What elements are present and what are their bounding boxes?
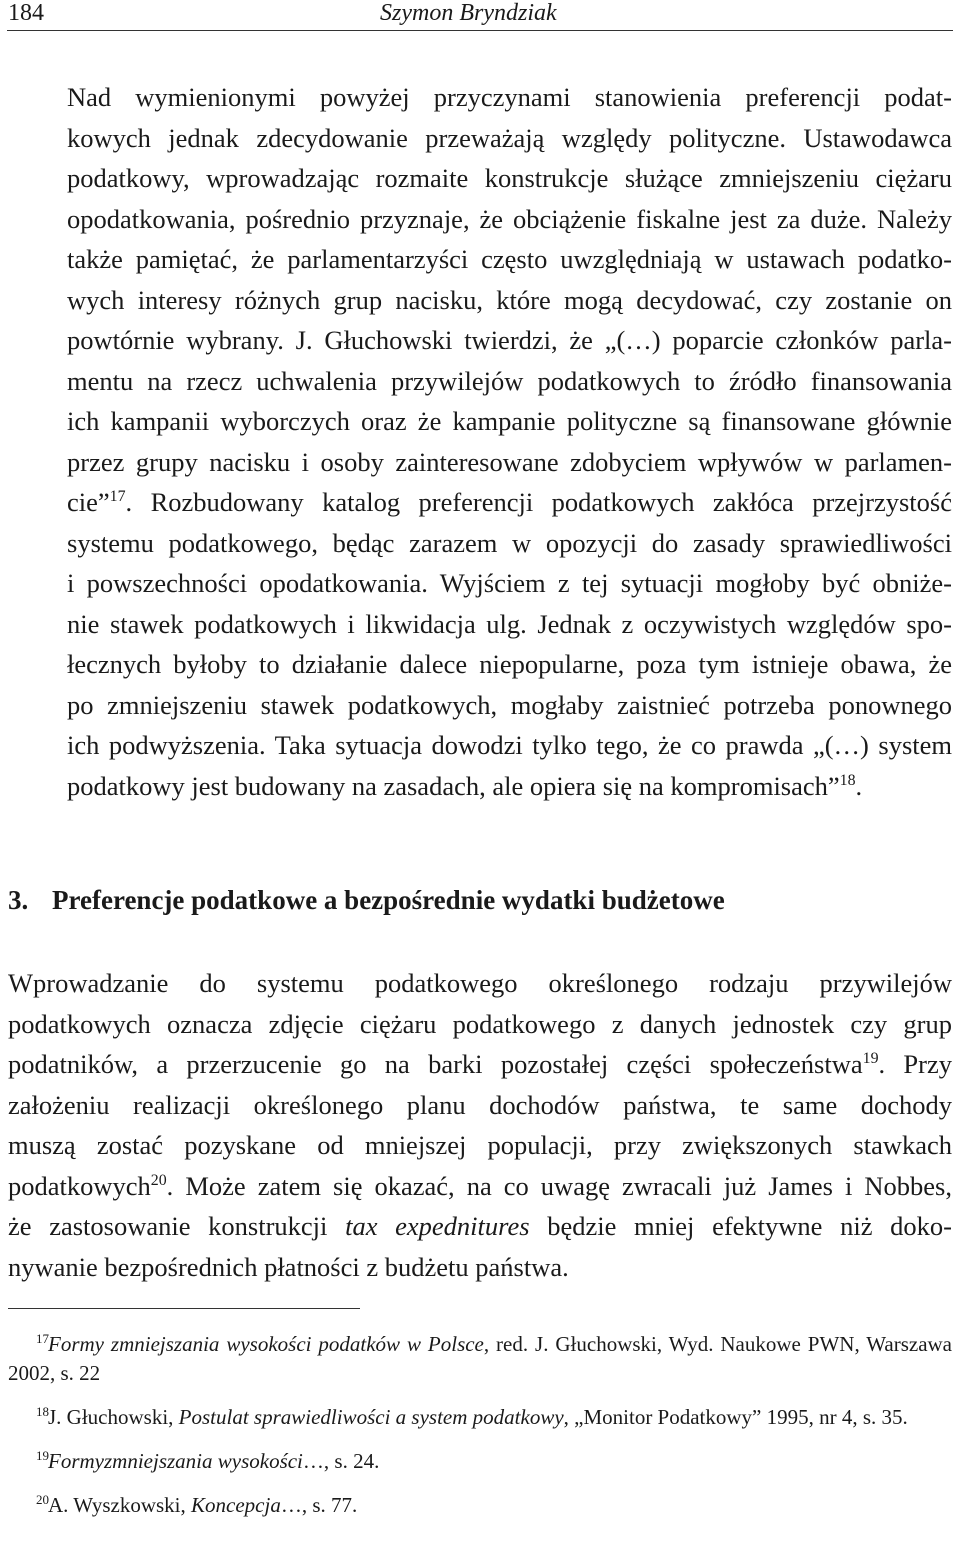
footnote-ref-19[interactable]: 19 <box>862 1050 879 1068</box>
text-line <box>8 1166 952 1207</box>
text-line: muszą zostać pozyskane od mniejszej populacji, przy zwiększonych stawkach <box>8 1130 952 1160</box>
footnote-text: …, s. 24. <box>302 1449 380 1473</box>
text-line: założeniu realizacji określonego planu dochodów państwa, te same dochody <box>8 1089 952 1120</box>
footnote-title: Formyzmniejszania wysokości <box>48 1449 303 1473</box>
footnote-19: 19Formyzmniejszania wysokości…, s. 24. <box>36 1448 380 1473</box>
line-text: podatkowych <box>8 1170 151 1201</box>
italic-term: tax expednitures <box>345 1211 530 1241</box>
line-text: . <box>855 770 863 801</box>
footnote-text: …, s. 77. <box>280 1493 358 1517</box>
text-line: powtórnie wybrany. J. Głuchowski twierdzi, że „(…) poparcie członków parla- <box>67 325 952 355</box>
footnote-18: 18J. Głuchowski, Postulat sprawiedliwości a system podatkowy, „Monitor Podatkowy” 1995, nr 4, s. 35. <box>36 1404 908 1429</box>
footnote-author: J. Głuchowski, <box>48 1405 179 1429</box>
text-line: przez grupy nacisku i osoby zainteresowane zdobyciem wpływów w parlamen- <box>67 446 952 477</box>
text-line: łecznych byłoby to działanie dalece niepopularne, poza tym istnieje obawa, że <box>67 649 952 679</box>
text-line: i powszechności opodatkowania. Wyjściem z tej sytuacji mogłoby być obniże- <box>67 568 952 598</box>
line-text: podatkowy jest budowany na zasadach, ale opiera się na kompromisach” <box>67 770 840 801</box>
line-text: podatników, a przerzucenie go na barki pozostałej części społeczeństwa <box>8 1049 863 1079</box>
text-line: wych interesy różnych grup nacisku, które mogą decydować, czy zostanie on <box>67 284 952 315</box>
text-line <box>8 1206 952 1247</box>
line-text: że zastosowanie konstrukcji <box>8 1211 346 1241</box>
running-title: Szymon Bryndziak <box>380 0 557 26</box>
line-text: . Przy <box>878 1049 953 1079</box>
page-number: 184 <box>8 0 44 26</box>
text-line <box>8 1044 952 1085</box>
text-line: ich podwyższenia. Taka sytuacja dowodzi tylko tego, że co prawda „(…) system <box>67 730 952 760</box>
footnote-17: 17Formy zmniejszania wysokości podatków w Polsce, red. J. Głuchowski, Wyd. Naukowe PWN, Warszawa 2002, s. 22 <box>8 1331 952 1385</box>
text-line: mentu na rzecz uchwalenia przywilejów podatkowych to źródło finansowania <box>67 365 952 396</box>
section-heading <box>8 880 725 920</box>
footnote-20: 20A. Wyszkowski, Koncepcja…, s. 77. <box>36 1492 358 1517</box>
footnote-ref-18[interactable]: 18 <box>839 771 856 789</box>
text-line: Nad wymienionymi powyżej przyczynami stanowienia preferencji podat- <box>67 82 952 112</box>
section-number: 3. <box>8 885 29 915</box>
section-title: Preferencje podatkowe a bezpośrednie wydatki budżetowe <box>52 885 725 915</box>
line-text: będzie mniej efektywne niż doko- <box>529 1211 952 1241</box>
paragraph-1 <box>8 77 952 806</box>
text-line: Wprowadzanie do systemu podatkowego określonego rodzaju przywilejów <box>8 968 952 998</box>
text-line: podatkowych oznacza zdjęcie ciężaru podatkowego z danych jednostek czy grup <box>8 1008 952 1039</box>
header-rule <box>7 30 953 31</box>
paragraph-2 <box>8 963 952 1287</box>
text-line: kowych jednak zdecydowanie przeważają względy polityczne. Ustawodawca <box>67 122 952 153</box>
text-line: systemu podatkowego, będąc zarazem w opozycji do zasady sprawiedliwości <box>67 527 952 558</box>
line-text: cie” <box>67 487 110 517</box>
page-header <box>0 0 960 34</box>
text-line: nywanie bezpośrednich płatności z budżetu państwa. <box>8 1251 569 1282</box>
text-line: także pamiętać, że parlamentarzyści często uwzględniają w ustawach podatko- <box>67 244 952 274</box>
footnotes <box>8 1330 952 1535</box>
footnote-ref-20[interactable]: 20 <box>150 1171 167 1189</box>
footnote-title: Formy zmniejszania wysokości podatków w Polsce <box>48 1332 484 1356</box>
footnote-text: , red. J. Głuchowski, Wyd. Naukowe PWN, Warszawa 2002, s. 22 <box>8 1332 952 1385</box>
text-line: ich kampanii wyborczych oraz że kampanie polityczne są finansowane głównie <box>67 406 952 436</box>
footnote-title: Koncepcja <box>191 1493 281 1517</box>
line-text: . Może zatem się okazać, na co uwagę zwracali już James i Nobbes, <box>166 1170 952 1201</box>
text-line: opodatkowania, pośrednio przyznaje, że obciążenie fiskalne jest za duże. Należy <box>67 203 952 234</box>
footnote-title: Postulat sprawiedliwości a system podatkowy <box>178 1405 564 1429</box>
text-line: nie stawek podatkowych i likwidacja ulg. Jednak z oczywistych względów spo- <box>67 608 952 639</box>
footnote-text: , „Monitor Podatkowy” 1995, nr 4, s. 35. <box>563 1405 908 1429</box>
text-line <box>8 482 952 523</box>
text-line <box>8 766 952 807</box>
text-line: po zmniejszeniu stawek podatkowych, mogłaby zaistnieć potrzeba ponownego <box>67 689 952 720</box>
footnote-separator <box>8 1308 360 1309</box>
footnote-author: A. Wyszkowski, <box>48 1493 192 1517</box>
footnote-ref-17[interactable]: 17 <box>109 488 126 506</box>
line-text: . Rozbudowany katalog preferencji podatkowych zakłóca przejrzystość <box>125 487 952 517</box>
text-line: podatkowy, wprowadzając rozmaite konstrukcje służące zmniejszeniu ciężaru <box>67 163 952 193</box>
